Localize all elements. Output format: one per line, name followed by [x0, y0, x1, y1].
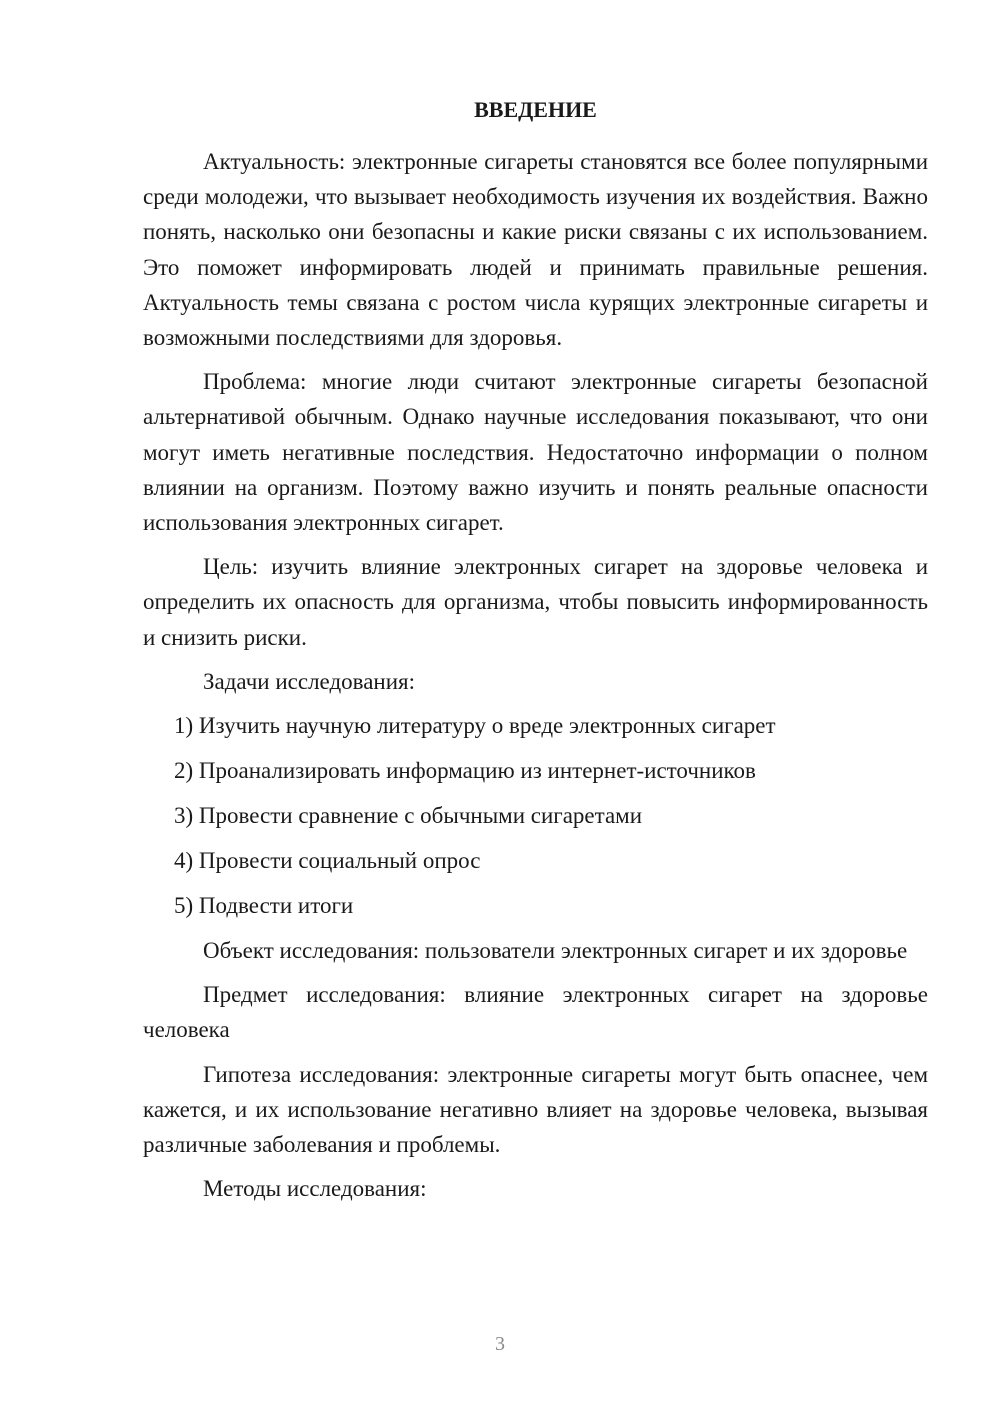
- list-item: 4) Провести социальный опрос: [174, 848, 481, 874]
- list-item: 2) Проанализировать информацию из интернет-источников: [174, 758, 756, 784]
- object-paragraph: Объект исследования: пользователи электронных сигарет и их здоровье: [203, 938, 908, 964]
- tasks-list: [143, 708, 928, 923]
- goal-paragraph: Цель: изучить влияние электронных сигарет на здоровье человека и определить их опасность для организма, чтобы повысить информированность и снизить риски.: [143, 554, 928, 650]
- page-title: ВВЕДЕНИЕ: [474, 97, 597, 122]
- problem-paragraph: Проблема: многие люди считают электронные сигареты безопасной альтернативой обычным. Однако научные исследования показывают, что они могут иметь негативные последствия. Недостаточно информации о полном влиянии на организм. Поэтому важно изучить и понять реальные опасности использования электронных сигарет.: [143, 369, 928, 536]
- relevance-paragraph: Актуальность: электронные сигареты становятся все более популярными среди молодежи, что вызывает необходимость изучения их воздействия. Важно понять, насколько они безопасны и какие риски связаны с их использованием. Это поможет информировать людей и принимать правильные решения. Актуальность темы связана с ростом числа курящих электронные сигареты и возможными последствиями для здоровья.: [143, 149, 928, 351]
- subject-paragraph: Предмет исследования: влияние электронных сигарет на здоровье человека: [143, 982, 928, 1043]
- document-page: [143, 92, 928, 1215]
- tasks-heading: Задачи исследования:: [203, 668, 416, 694]
- list-item: 1) Изучить научную литературу о вреде электронных сигарет: [174, 713, 776, 739]
- list-item: 3) Провести сравнение с обычными сигаретами: [174, 803, 643, 829]
- page-number: 3: [495, 1333, 505, 1355]
- list-item: 5) Подвести итоги: [174, 893, 354, 919]
- hypothesis-paragraph: Гипотеза исследования: электронные сигареты могут быть опаснее, чем кажется, и их использование негативно влияет на здоровье человека, вызывая различные заболевания и проблемы.: [143, 1061, 928, 1158]
- methods-paragraph: Методы исследования:: [203, 1176, 427, 1202]
